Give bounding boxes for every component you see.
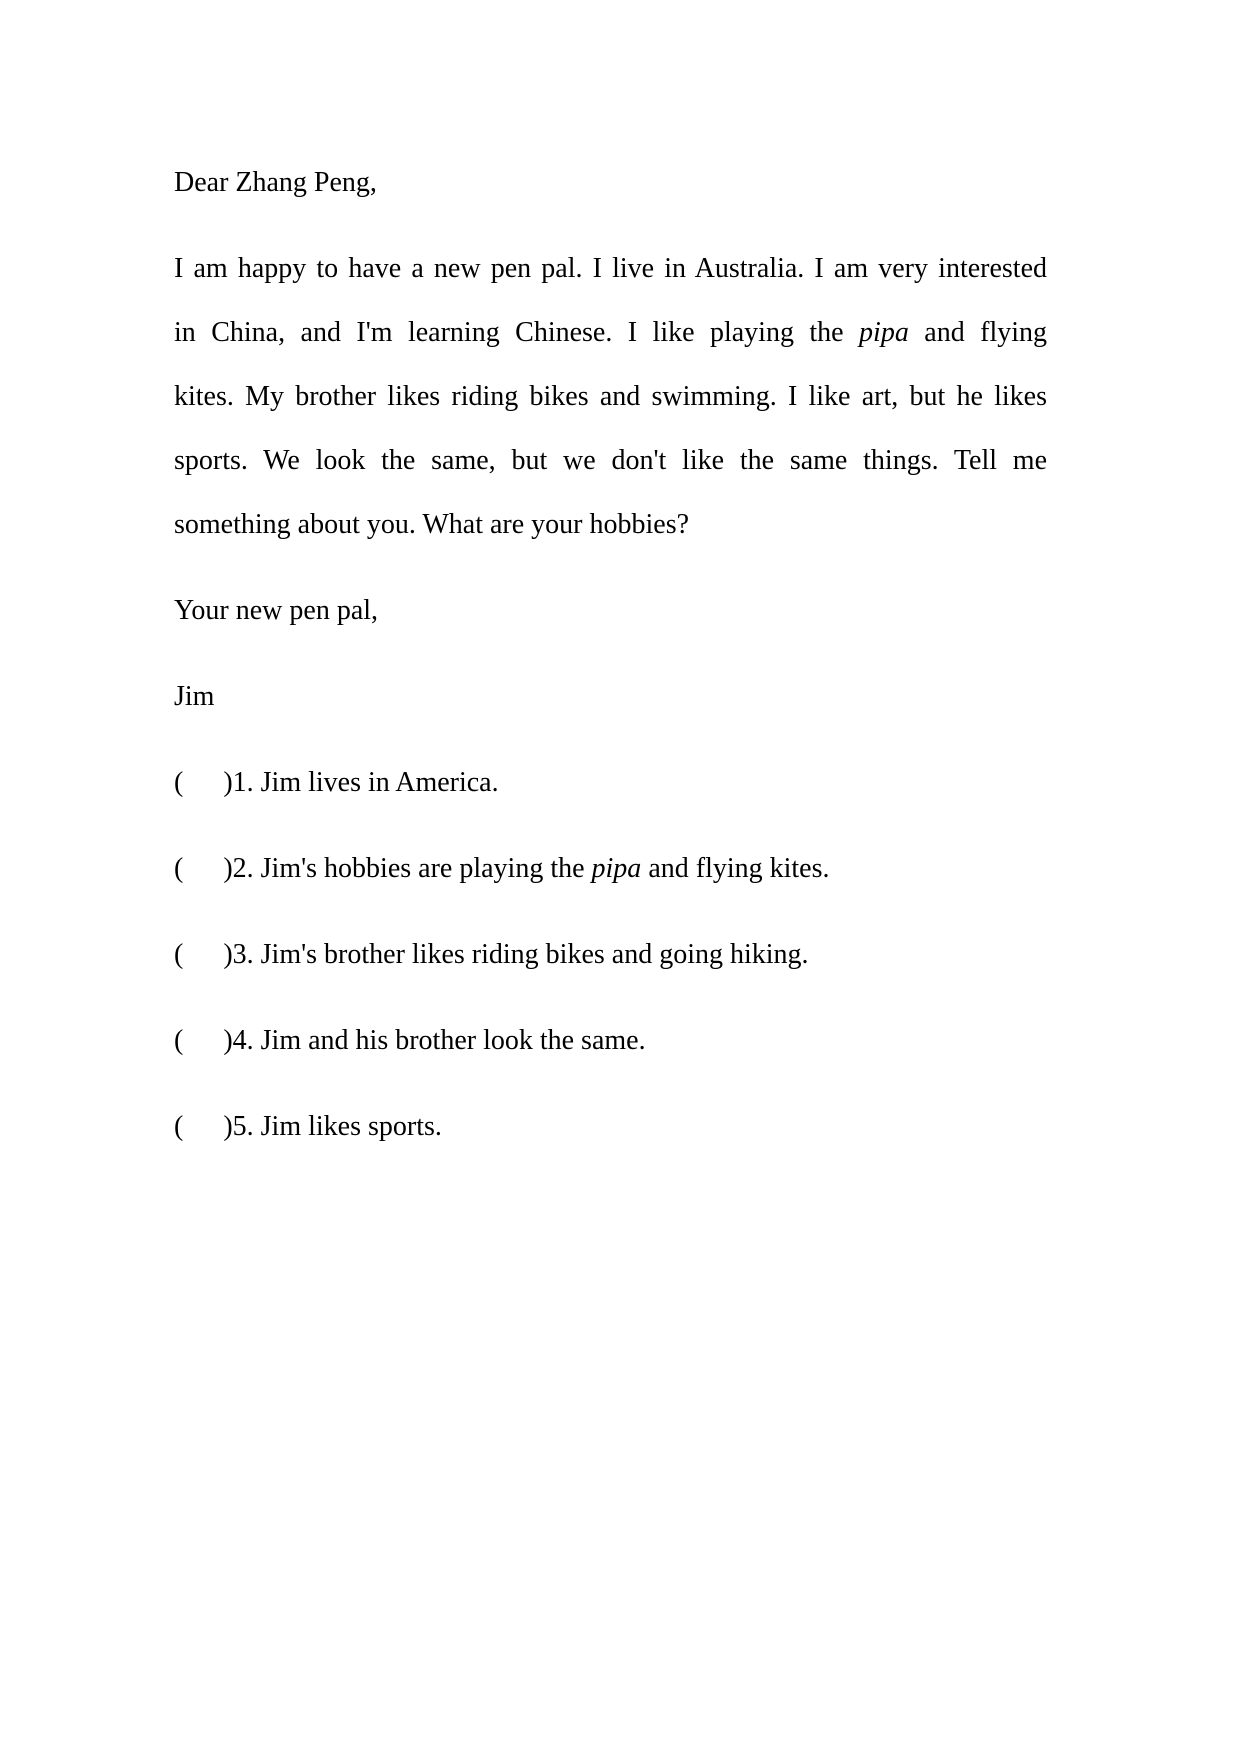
open-paren: ( bbox=[174, 853, 184, 884]
letter-body-line: I am happy to have a new pen pal. I live in Australia. I am very interested bbox=[174, 253, 1047, 284]
letter-body-line: sports. We look the same, but we don't like the same things. Tell me bbox=[174, 445, 1047, 476]
question-text: )2. Jim's hobbies are playing the pipa and flying kites. bbox=[223, 853, 830, 884]
open-paren: ( bbox=[174, 939, 184, 970]
question-item-1 bbox=[174, 751, 1047, 815]
question-item-3 bbox=[174, 923, 1047, 987]
question-text: )3. Jim's brother likes riding bikes and going hiking. bbox=[223, 939, 809, 970]
answer-blank bbox=[183, 1134, 223, 1135]
question-item-5 bbox=[174, 1095, 1047, 1159]
letter-body-paragraph bbox=[174, 237, 1047, 557]
letter-signature: Jim bbox=[174, 681, 215, 712]
question-text: )5. Jim likes sports. bbox=[223, 1111, 442, 1142]
answer-blank bbox=[183, 962, 223, 963]
letter-body-line: something about you. What are your hobbies? bbox=[174, 509, 690, 540]
answer-blank bbox=[183, 1048, 223, 1049]
question-item-4 bbox=[174, 1009, 1047, 1073]
answer-blank bbox=[183, 876, 223, 877]
letter-body-line: in China, and I'm learning Chinese. I like playing the pipa and flying bbox=[174, 317, 1048, 348]
open-paren: ( bbox=[174, 1111, 184, 1142]
letter-body-line: kites. My brother likes riding bikes and swimming. I like art, but he likes bbox=[174, 381, 1047, 412]
letter-salutation: Dear Zhang Peng, bbox=[174, 167, 377, 198]
answer-blank bbox=[183, 790, 223, 791]
question-text: )1. Jim lives in America. bbox=[223, 767, 499, 798]
open-paren: ( bbox=[174, 1025, 184, 1056]
question-item-2 bbox=[174, 837, 1047, 901]
letter-closing: Your new pen pal, bbox=[174, 595, 379, 626]
question-text: )4. Jim and his brother look the same. bbox=[223, 1025, 646, 1056]
open-paren: ( bbox=[174, 767, 184, 798]
